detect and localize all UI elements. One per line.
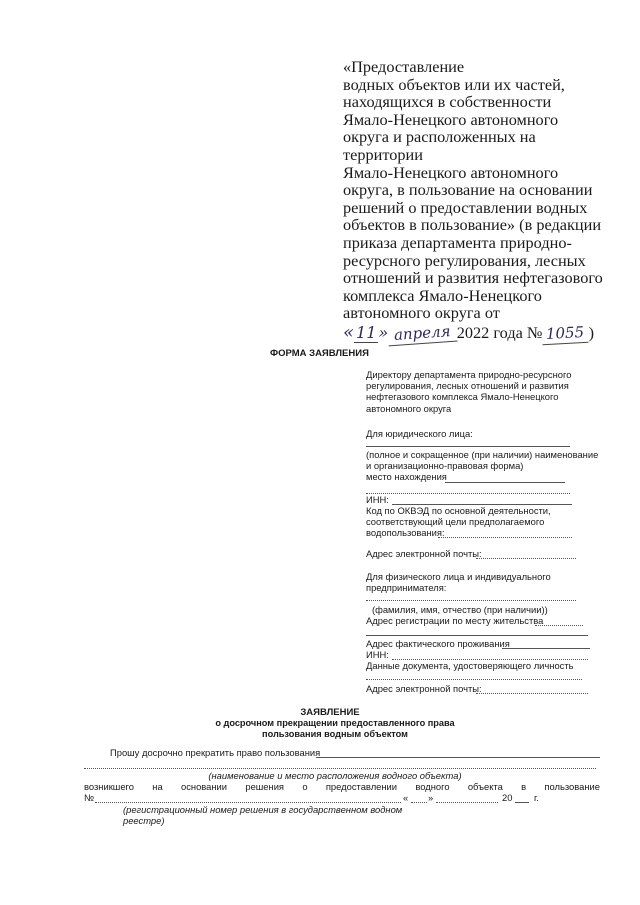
individual-reg-address-field-2[interactable] [366, 635, 588, 636]
header-line: водных объектов или их частей, [343, 74, 565, 94]
addressee-line: Директору департамента природно-ресурсного [366, 369, 572, 380]
water-object-hint: (наименование и место расположения водного объекта) [208, 770, 462, 781]
order-number-handwritten: 1055 [542, 324, 589, 345]
header-line: комплекса Ямало-Ненецкого [343, 285, 542, 305]
addressee-line: автономного округа [366, 402, 452, 414]
addressee-line: регулирования, лесных отношений и развития [366, 380, 569, 392]
decision-date-close: » [428, 792, 434, 803]
basis-word: пользование [544, 781, 600, 792]
legal-okved-field[interactable] [438, 537, 572, 538]
individual-email-label: Адрес электронной почты: [366, 683, 482, 694]
request-text: Прошу досрочно прекратить право пользования [110, 747, 321, 758]
date-close-paren: ) [588, 322, 595, 342]
form-title: ФОРМА ЗАЯВЛЕНИЯ [270, 348, 369, 359]
decision-number-field[interactable] [95, 802, 401, 803]
decision-number-prefix: № [84, 792, 95, 803]
individual-actual-address-label: Адрес фактического проживания [366, 638, 510, 649]
individual-fio-field[interactable] [366, 600, 576, 601]
decision-number-hint: (регистрационный номер решения в государственном водном реестре) [123, 804, 403, 827]
decision-year-prefix: 20 [502, 792, 513, 803]
basis-word: на [152, 781, 163, 792]
legal-entity-heading: Для юридического лица: [366, 428, 473, 439]
basis-word: возникшего [84, 781, 134, 792]
legal-email-field[interactable] [476, 558, 576, 559]
addressee-block [366, 369, 606, 414]
order-day-handwritten: 11 [356, 322, 377, 342]
decision-year-field[interactable] [515, 802, 529, 803]
order-reference-block [343, 58, 613, 344]
individual-actual-address-field[interactable] [502, 648, 590, 649]
basis-line [84, 781, 600, 792]
decision-month-field[interactable] [436, 802, 498, 803]
individual-heading: предпринимателя: [366, 582, 447, 593]
statement-subtitle: о досрочном прекращении предоставленного права [215, 718, 455, 728]
basis-word: основании [181, 781, 228, 792]
basis-word: о [302, 781, 308, 792]
individual-id-doc-field[interactable] [366, 679, 582, 680]
legal-inn-label: ИНН: [366, 494, 389, 505]
header-line: решений о предоставлении водных [343, 197, 588, 217]
individual-reg-address-label: Адрес регистрации по месту жительства [366, 615, 544, 626]
addressee-line: нефтегазового комплекса Ямало-Ненецкого [366, 391, 559, 403]
decision-date-open: « [403, 792, 409, 803]
individual-fio-hint: (фамилия, имя, отчество (при наличии)) [372, 604, 548, 615]
individual-id-doc-label: Данные документа, удостоверяющего личность [366, 660, 574, 671]
decision-day-field[interactable] [411, 802, 427, 803]
legal-location-field[interactable] [445, 482, 565, 483]
header-line: находящихся в собственности [343, 92, 552, 112]
header-line: автономного округа от [343, 303, 500, 323]
basis-word: в [521, 781, 527, 792]
legal-location-field-2[interactable] [366, 493, 570, 494]
header-line: «Предоставление [343, 57, 465, 76]
water-object-field-2[interactable] [84, 768, 596, 769]
date-open-quote: « [343, 321, 355, 343]
legal-location-label: место нахождения [366, 471, 447, 482]
statement-subtitle: пользования водным объектом [262, 729, 408, 739]
legal-okved-label: соответствующий цели предполагаемого [366, 516, 545, 527]
order-month-handwritten: апреля [388, 323, 458, 346]
order-year: 2022 года № [456, 322, 543, 342]
header-line: ресурсного регулирования, лесных [343, 250, 586, 270]
individual-email-field[interactable] [476, 693, 588, 694]
legal-name-hint: (полное и сокращенное (при наличии) наименование [366, 449, 599, 460]
basis-word: предоставлении [325, 781, 398, 792]
legal-okved-label: водопользования: [366, 527, 445, 538]
legal-okved-label: Код по ОКВЭД по основной деятельности, [366, 505, 551, 516]
statement-title: ЗАЯВЛЕНИЕ [300, 707, 360, 718]
header-line: округа и расположенных на [343, 127, 536, 147]
header-line: территории [343, 144, 423, 164]
basis-word: объекта [467, 781, 503, 792]
basis-word: решения [245, 781, 285, 792]
decision-year-suffix: г. [534, 792, 539, 803]
header-line: Ямало-Ненецкого автономного [343, 162, 559, 182]
basis-word: водного [415, 781, 450, 792]
header-line: Ямало-Ненецкого автономного [343, 109, 559, 129]
legal-name-field[interactable] [366, 446, 570, 447]
individual-heading: Для физического лица и индивидуального [366, 571, 551, 582]
individual-reg-address-field[interactable] [535, 625, 583, 626]
order-date-line [343, 321, 613, 344]
header-line: объектов в пользование» (в редакции [343, 215, 602, 235]
water-object-field[interactable] [316, 757, 600, 758]
header-line: отношений и развития нефтегазового [343, 268, 603, 288]
legal-name-hint: и организационно-правовая форма) [366, 460, 524, 471]
date-close-quote: » [378, 322, 389, 342]
header-line: округа, в пользование на основании [343, 180, 593, 200]
legal-email-label: Адрес электронной почты: [366, 548, 482, 559]
header-line: приказа департамента природно- [343, 232, 572, 252]
individual-inn-label: ИНН: [366, 649, 389, 660]
